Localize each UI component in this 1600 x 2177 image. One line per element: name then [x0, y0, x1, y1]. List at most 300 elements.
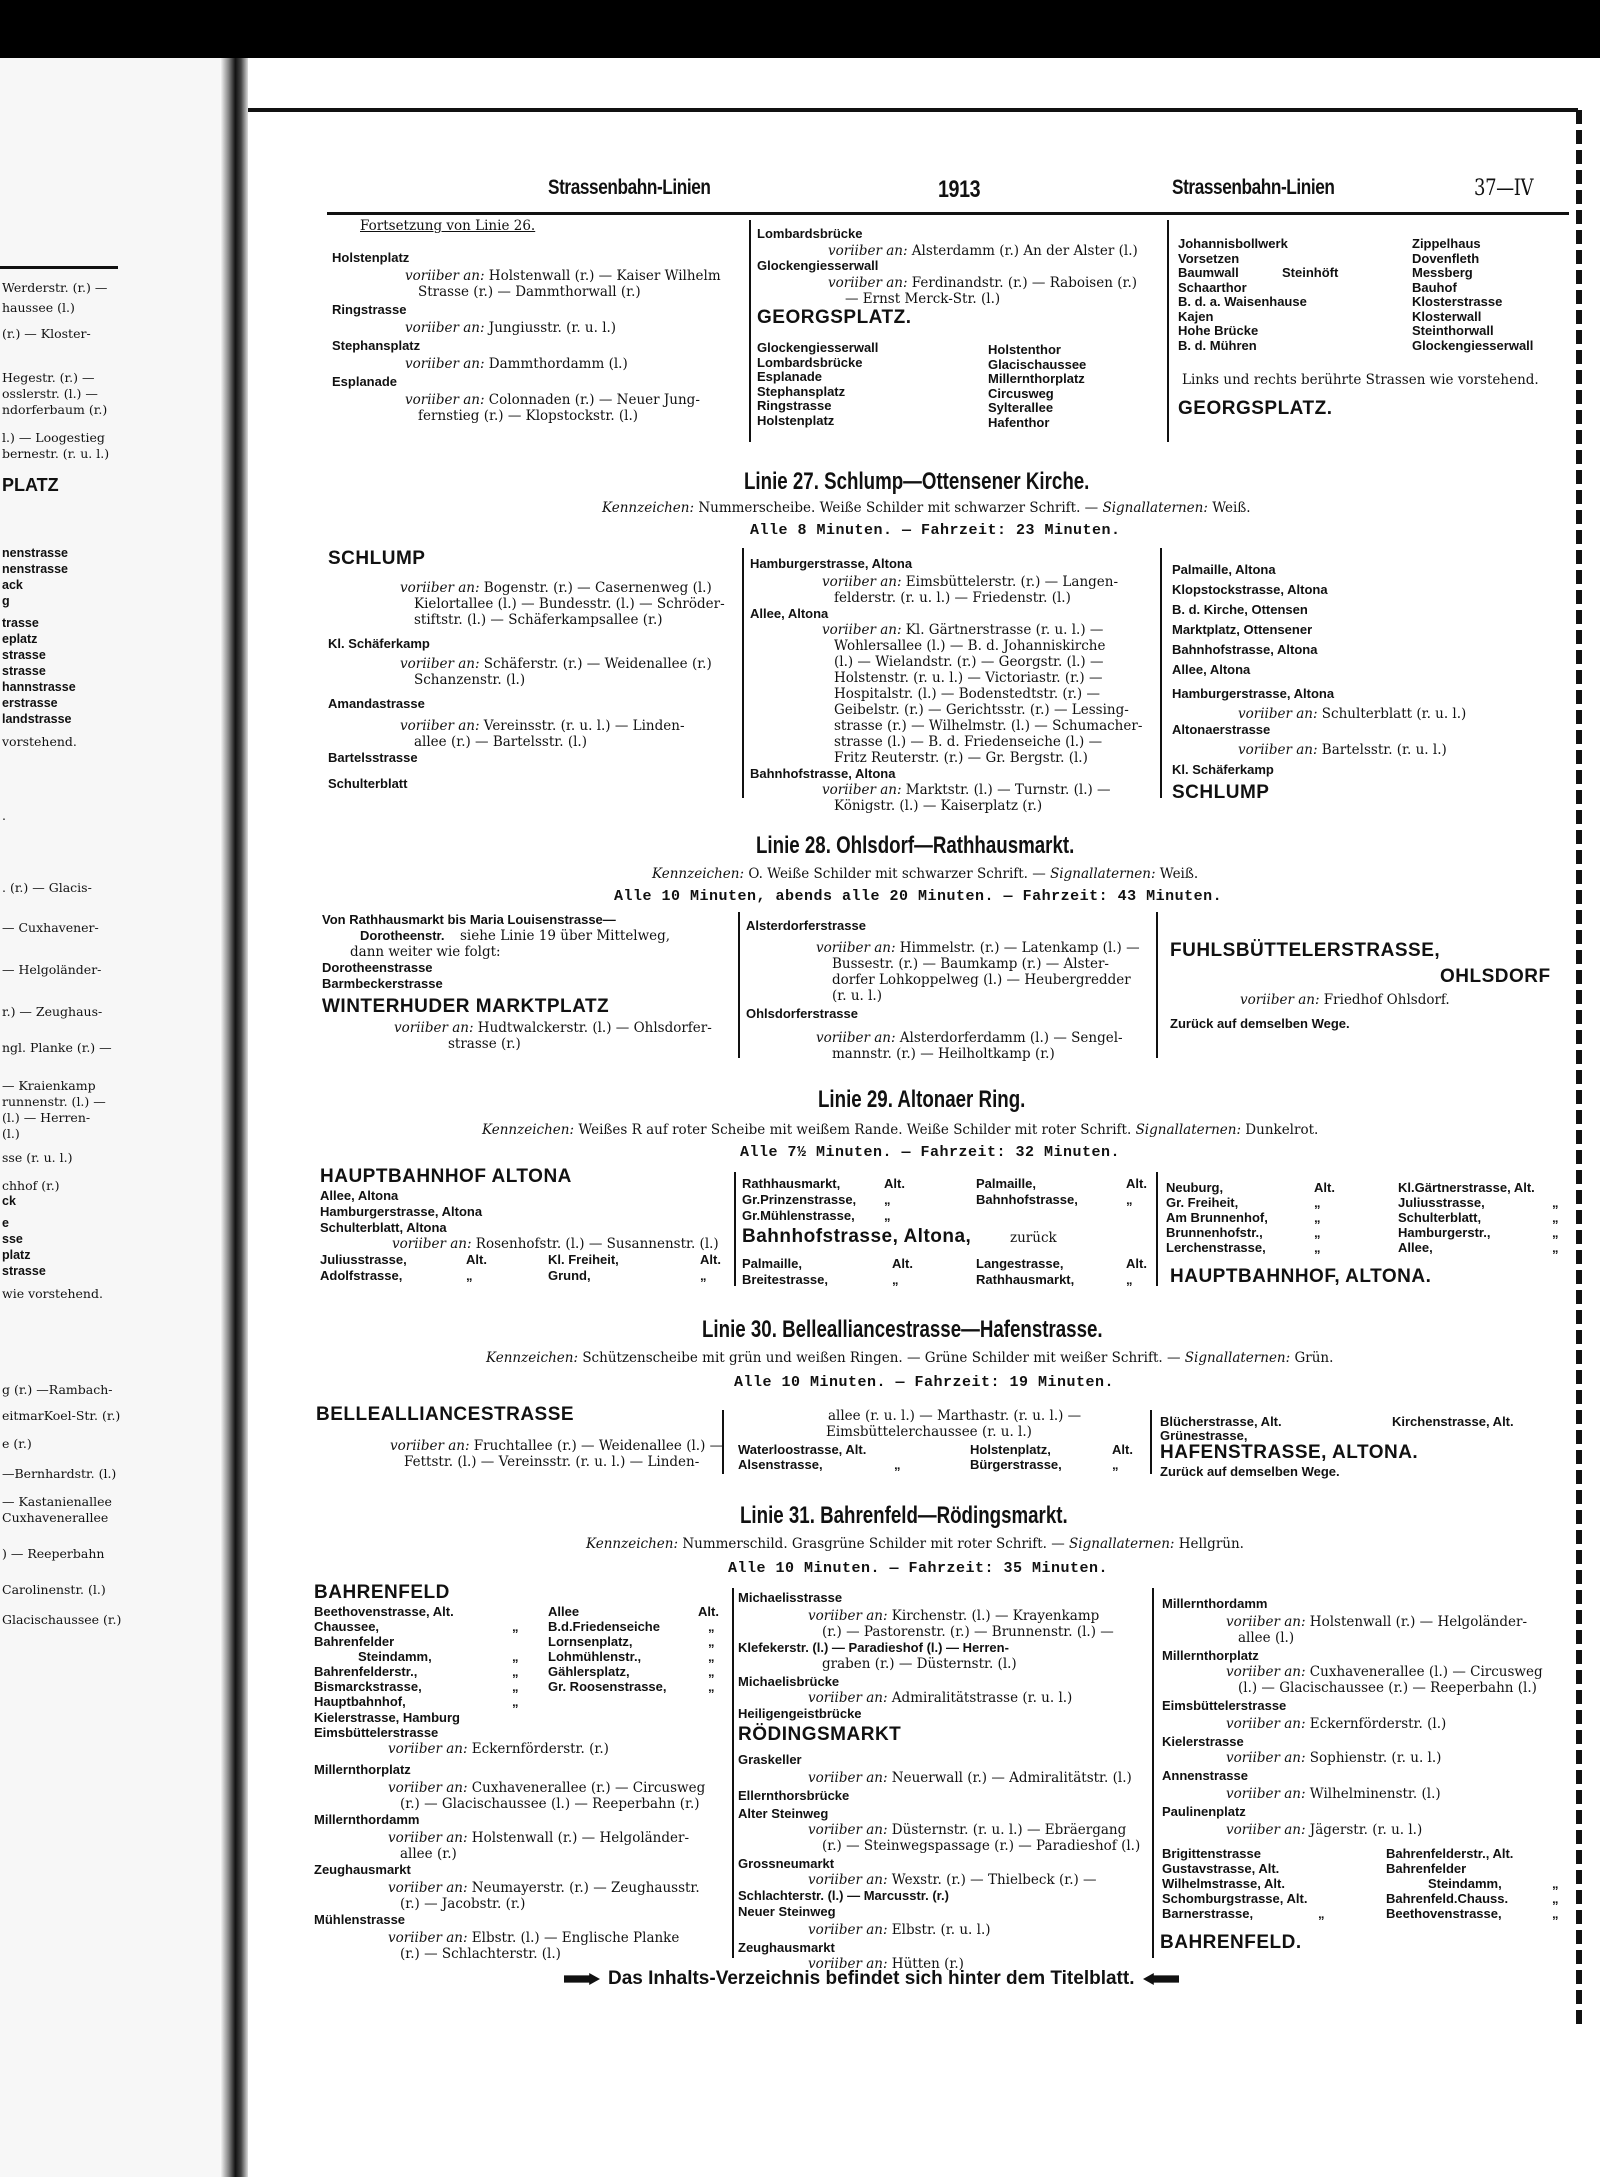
via-line: voriiber an: Düsternstr. (r. u. l.) — Ebräergang — [808, 1822, 1127, 1838]
column-divider — [1156, 1172, 1158, 1286]
stop-name: Palmaille, Altona — [1172, 562, 1276, 577]
stop-name-major: BELLEALLIANCESTRASSE — [316, 1404, 575, 1425]
prev-page-rule — [0, 266, 118, 269]
stop-name: B. d. Mühren — [1178, 337, 1257, 353]
stop-name: Juliusstrasse, — [1398, 1195, 1485, 1210]
signal-label: Signallaternen: — [1102, 500, 1213, 516]
book-gutter — [220, 58, 248, 2177]
via-label: voriiber an: — [808, 1770, 888, 1786]
prev-page-line: — Helgoländer- — [2, 962, 102, 977]
stop-name: „ — [1314, 1210, 1321, 1225]
stop-name: Millernthorplatz — [988, 371, 1085, 386]
stop-name: „ — [1126, 1192, 1133, 1207]
via-line: (r.) — Glacischaussee (l.) — Reeperbahn (r.) — [400, 1796, 700, 1812]
stop-name-major: OHLSDORF — [1440, 966, 1551, 987]
prev-page-line: r.) — Zeughaus- — [2, 1004, 103, 1019]
via-line: voriiber an: Elbstr. (r. u. l.) — [808, 1922, 991, 1938]
stop-name: Mühlenstrasse — [314, 1912, 406, 1927]
stop-name: Vorsetzen — [1178, 250, 1240, 266]
via-line: voriiber an: Holstenwall (r.) — Helgoländer- — [1226, 1614, 1528, 1630]
stop-name: „ — [1314, 1225, 1321, 1240]
via-line: allee (r.) — Bartelsstr. (l.) — [414, 734, 587, 750]
stop-name-major: FUHLSBÜTTELERSTRASSE, — [1170, 940, 1441, 961]
stop-name: Stephansplatz — [757, 383, 846, 399]
stop-name: Alsterdorferstrasse — [746, 918, 866, 933]
via-label: voriiber an: — [400, 580, 480, 596]
stop-name: „ — [884, 1208, 891, 1223]
stop-name: „ — [512, 1664, 519, 1679]
frequency: Alle 10 Minuten, abends alle 20 Minuten. — Fahrzeit: 43 Minuten. — [614, 888, 1223, 905]
stop-name: Gr.Mühlenstrasse, — [742, 1208, 855, 1223]
stop-name: Bahrenfelderstr., Alt. — [1386, 1846, 1514, 1861]
stop-name: Barmbeckerstrasse — [322, 976, 443, 991]
via-line: voriiber an: Eckernförderstr. (r.) — [388, 1741, 609, 1757]
column-divider — [722, 1410, 724, 1474]
stop-name: „ — [512, 1619, 519, 1634]
via-line: (r.) — Schlachterstr. (l.) — [400, 1946, 561, 1962]
prev-page-line: e — [2, 1216, 9, 1230]
prev-page-line: osslerstr. (l.) — — [2, 386, 98, 401]
via-line: strasse (r.) — [448, 1036, 521, 1052]
via-line: voriiber an: Hudtwalckerstr. (l.) — Ohlsdorfer- — [394, 1020, 712, 1036]
line-identifier: Kennzeichen: Weißes R auf roter Scheibe mit weißem Rande. Weiße Schilder mit roter Schrift. Signallaternen: Dunkelrot. — [482, 1122, 1319, 1138]
line-identifier: Kennzeichen: Schützenscheibe mit grün und weißen Ringen. — Grüne Schilder mit weißer Schrift. — Signallaternen: Grün. — [486, 1350, 1334, 1366]
stop-name: Dovenfleth — [1412, 250, 1480, 266]
page-right-edge — [1576, 110, 1582, 2030]
kennzeichen-label: Kennzeichen: — [602, 500, 699, 516]
prev-page-line: landstrasse — [2, 712, 72, 726]
via-line: Schanzenstr. (l.) — [414, 672, 526, 688]
stop-name: Graskeller — [738, 1752, 802, 1767]
stop-name: Ringstrasse — [757, 398, 832, 413]
stop-name: Palmaille, — [742, 1256, 802, 1271]
via-label: voriiber an: — [1226, 1716, 1306, 1732]
stop-name: Chaussee, — [314, 1619, 380, 1634]
column-divider — [1156, 912, 1158, 1058]
prev-page-line: ndorferbaum (r.) — [2, 402, 108, 417]
prev-page-line: l.) — Loogestieg — [2, 430, 105, 445]
via-line: Hospitalstr. (l.) — Bodenstedtstr. (r.) — — [834, 686, 1100, 702]
stop-name: Circusweg — [988, 385, 1054, 401]
via-line: dorfer Lohkoppelweg (l.) — Heubergredder — [832, 972, 1131, 988]
stop-name: „ — [1314, 1240, 1321, 1255]
page-number: 37—IV — [1474, 176, 1534, 201]
column-divider — [738, 912, 740, 1058]
via-label: voriiber an: — [1240, 992, 1320, 1008]
prev-page-line: Glacischaussee (r.) — [2, 1612, 122, 1627]
via-line: voriiber an: Fruchtallee (r.) — Weidenallee (l.) — — [390, 1438, 724, 1454]
stop-name: Esplanade — [757, 369, 823, 384]
via-label: voriiber an: — [1226, 1664, 1306, 1680]
via-label: voriiber an: — [394, 1020, 474, 1036]
line-identifier: Kennzeichen: Nummerschild. Grasgrüne Schilder mit roter Schrift. — Signallaternen: Hellgrün. — [586, 1536, 1244, 1552]
via-label: voriiber an: — [388, 1880, 468, 1896]
via-line: Bussestr. (r.) — Baumkamp (r.) — Alster- — [832, 956, 1109, 972]
prev-page-line: eplatz — [2, 632, 38, 646]
via-line: graben (r.) — Düsternstr. (l.) — [822, 1656, 1017, 1672]
via-line: voriiber an: Colonnaden (r.) — Neuer Jung- — [405, 392, 700, 408]
stop-name: Holstenplatz — [332, 250, 410, 265]
stop-name: Michaelisstrasse — [738, 1590, 843, 1605]
via-line: — Ernst Merck-Str. (l.) — [845, 291, 1001, 307]
stop-name: Bahnhofstrasse, Altona — [1172, 642, 1318, 657]
stop-name: „ — [1552, 1210, 1559, 1225]
stop-name: Kielerstrasse — [1162, 1734, 1244, 1749]
prev-page-line: PLATZ — [2, 475, 59, 495]
stop-name: Schulterblatt, — [1398, 1210, 1482, 1225]
via-line: voriiber an: Schäferstr. (r.) — Weidenallee (r.) — [400, 656, 712, 672]
via-line: voriiber an: Cuxhavenerallee (r.) — Circusweg — [388, 1780, 706, 1796]
stop-name: Steindamm, — [358, 1649, 432, 1664]
header-left: Strassenbahn-Linien — [548, 176, 711, 199]
prev-page-line: sse (r. u. l.) — [2, 1150, 73, 1165]
stop-name: Alt. — [892, 1256, 913, 1271]
kennzeichen-label: Kennzeichen: — [486, 1350, 583, 1366]
prev-page-line: ack — [2, 578, 23, 592]
stop-name: Rathhausmarkt, — [976, 1272, 1075, 1287]
stop-name: Sylterallee — [988, 400, 1054, 415]
stop-name: „ — [1318, 1906, 1325, 1921]
stop-name: Alt. — [1126, 1176, 1147, 1191]
line-title: Linie 29. Altonaer Ring. — [818, 1086, 1026, 1113]
stop-name: Kl.Gärtnerstrasse, Alt. — [1398, 1180, 1535, 1195]
via-line: strasse (l.) — B. d. Friedenseiche (l.) — — [834, 734, 1103, 750]
via-line: dann weiter wie folgt: — [350, 944, 501, 960]
via-line: Eimsbüttelerchaussee (r. u. l.) — [826, 1424, 1032, 1440]
via-line: voriiber an: Eckernförderstr. (l.) — [1226, 1716, 1447, 1732]
via-line: voriiber an: Cuxhavenerallee (l.) — Circusweg — [1226, 1664, 1543, 1680]
via-label: voriiber an: — [1226, 1750, 1306, 1766]
stop-name-major: WINTERHUDER MARKTPLATZ — [322, 996, 610, 1017]
prev-page-line: chhof (r.) — [2, 1178, 60, 1193]
stop-name: Bauhof — [1412, 279, 1457, 295]
via-label: voriiber an: — [400, 718, 480, 734]
footer-note — [556, 1968, 1187, 1990]
pointing-hand-icon — [1143, 1973, 1179, 1985]
stop-name: Hafenthor — [988, 414, 1050, 430]
stop-name: Kielerstrasse, Hamburg — [314, 1710, 460, 1725]
via-line: voriiber an: Wexstr. (r.) — Thielbeck (r.) — — [808, 1872, 1097, 1888]
via-label: voriiber an: — [816, 940, 896, 956]
stop-name: „ — [1552, 1891, 1559, 1906]
stop-name: Dorotheenstrasse — [322, 960, 433, 975]
stop-name: Adolfstrasse, — [320, 1268, 403, 1283]
scan-border-top — [0, 0, 1600, 58]
stop-name: Von Rathhausmarkt bis Maria Louisenstrasse— — [322, 912, 616, 927]
stop-name: B. d. Kirche, Ottensen — [1172, 602, 1308, 617]
column-divider — [749, 220, 751, 442]
prev-page-line: nenstrasse — [2, 562, 69, 576]
stop-name: Glockengiesserwall — [757, 340, 879, 355]
prev-page-line: —Bernhardstr. (l.) — [2, 1466, 117, 1481]
stop-name: Eimsbüttelerstrasse — [1162, 1698, 1287, 1713]
stop-name: „ — [1552, 1876, 1559, 1891]
via-line: voriiber an: Rosenhofstr. (l.) — Susannenstr. (l.) — [392, 1236, 719, 1252]
stop-name-major: HAFENSTRASSE, ALTONA. — [1160, 1442, 1419, 1463]
via-line: voriiber an: Alsterdorferdamm (l.) — Sengel- — [816, 1030, 1123, 1046]
via-line: voriiber an: Friedhof Ohlsdorf. — [1240, 992, 1450, 1008]
prev-page-line: haussee (l.) — [2, 300, 75, 315]
via-line: strasse (r.) — Wilhelmstr. (l.) — Schumacher- — [834, 718, 1143, 734]
stop-name-major: BAHRENFELD — [314, 1582, 450, 1603]
stop-name: Kl. Schäferkamp — [328, 636, 430, 651]
footer-text: Das Inhalts-Verzeichnis befindet sich hinter dem Titelblatt. — [608, 1968, 1135, 1989]
stop-name: Alt. — [698, 1604, 719, 1619]
stop-name: Ohlsdorferstrasse — [746, 1006, 858, 1021]
stop-name: Gustavstrasse, Alt. — [1162, 1861, 1280, 1876]
via-line: voriiber an: Eimsbüttelerstr. (r.) — Langen- — [822, 574, 1119, 590]
via-label: voriiber an: — [1238, 706, 1318, 722]
stop-name: „ — [512, 1679, 519, 1694]
stop-name: Klosterwall — [1412, 308, 1482, 324]
column-divider — [1150, 1410, 1152, 1474]
stop-name: Juliusstrasse, — [320, 1252, 407, 1267]
stop-name: Ellernthorsbrücke — [738, 1788, 850, 1803]
via-line: siehe Linie 19 über Mittelweg, — [460, 928, 671, 944]
via-line: voriiber an: Bartelsstr. (r. u. l.) — [1238, 742, 1447, 758]
stop-name: Bahrenfelder — [1386, 1861, 1467, 1876]
stop-name: Allee — [548, 1604, 580, 1619]
stop-name: Langestrasse, — [976, 1256, 1064, 1271]
via-line: Kielortallee (l.) — Bundesstr. (l.) — Schröder- — [414, 596, 725, 612]
via-line: voriiber an: Jungiusstr. (r. u. l.) — [405, 320, 617, 336]
prev-page-line: — Kastanienallee — [2, 1494, 112, 1509]
stop-name: Blücherstrasse, Alt. — [1160, 1414, 1282, 1429]
stop-name: Steinhöft — [1282, 265, 1339, 280]
header-right: Strassenbahn-Linien — [1172, 176, 1335, 199]
prev-page-line: (r.) — Kloster- — [2, 326, 91, 341]
via-line: voriiber an: Neumayerstr. (r.) — Zeughausstr. — [388, 1880, 700, 1896]
stop-name: Alt. — [1314, 1180, 1335, 1195]
prev-page-line: strasse — [2, 1264, 46, 1278]
stop-name: Alt. — [466, 1252, 487, 1267]
via-line: voriiber an: Ferdinandstr. (r.) — Raboisen (r.) — [828, 275, 1138, 291]
stop-name: Baumwall — [1178, 265, 1239, 280]
header-rule — [327, 212, 1569, 215]
frequency: Alle 10 Minuten. — Fahrzeit: 19 Minuten. — [734, 1374, 1115, 1391]
stop-name: Bismarckstrasse, — [314, 1679, 422, 1694]
prev-page-line: bernestr. (r. u. l.) — [2, 446, 110, 461]
via-line: felderstr. (r. u. l.) — Friedenstr. (l.) — [834, 590, 1071, 606]
prev-page-line: Cuxhavenerallee — [2, 1510, 109, 1525]
via-line: voriiber an: Bogenstr. (r.) — Casernenweg (l.) — [400, 580, 712, 596]
prev-page-line: runnenstr. (l.) — — [2, 1094, 106, 1109]
via-label: voriiber an: — [808, 1608, 888, 1624]
stop-name: Grund, — [548, 1268, 591, 1283]
stop-name: Holstenplatz, — [970, 1442, 1051, 1457]
prev-page-line: hannstrasse — [2, 680, 76, 694]
stop-name: Neuburg, — [1166, 1180, 1224, 1195]
stop-name: Paulinenplatz — [1162, 1804, 1246, 1819]
stop-name: Esplanade — [332, 374, 398, 389]
frequency: Alle 8 Minuten. — Fahrzeit: 23 Minuten. — [750, 522, 1121, 539]
stop-name: Johannisbollwerk — [1178, 236, 1288, 251]
via-line: voriiber an: Sophienstr. (r. u. l.) — [1226, 1750, 1442, 1766]
prev-page-line: eitmarKoel-Str. (r.) — [2, 1408, 121, 1423]
via-line: voriiber an: Alsterdamm (r.) An der Alster (l.) — [828, 243, 1138, 259]
stop-name: Rathhausmarkt, — [742, 1176, 841, 1191]
previous-page-fragment — [0, 58, 234, 2177]
stop-name: Schaarthor — [1178, 279, 1247, 295]
stop-name-major: SCHLUMP — [328, 548, 426, 569]
kennzeichen-label: Kennzeichen: — [482, 1122, 579, 1138]
stop-name: Grossneumarkt — [738, 1856, 835, 1871]
stop-name: Bahrenfelder — [314, 1634, 395, 1649]
line-title: Linie 30. Bellealliancestrasse—Hafenstrasse. — [702, 1316, 1103, 1343]
via-line: zurück — [1010, 1230, 1057, 1246]
stop-name: Millernthordamm — [1162, 1596, 1268, 1611]
via-label: voriiber an: — [808, 1922, 888, 1938]
via-line: Fritz Reuterstr. (r.) — Gr. Bergstr. (l.) — [834, 750, 1088, 766]
prev-page-line: vorstehend. — [2, 734, 77, 749]
stop-name: „ — [1314, 1195, 1321, 1210]
prev-page-line: e (r.) — [2, 1436, 32, 1451]
stop-name: Alt. — [884, 1176, 905, 1191]
note-line: Zurück auf demselben Wege. — [1160, 1464, 1340, 1479]
stop-name: Bahrenfelderstr., — [314, 1664, 418, 1679]
stop-name: „ — [1126, 1272, 1133, 1287]
via-line: stiftstr. (l.) — Schäferkampsallee (r.) — [414, 612, 663, 628]
stop-name: Gr. Freiheit, — [1166, 1195, 1239, 1210]
stop-name: Bürgerstrasse, — [970, 1457, 1062, 1472]
stop-name: Glockengiesserwall — [1412, 337, 1534, 353]
stop-name: Schlachterstr. (l.) — Marcusstr. (r.) — [738, 1888, 949, 1903]
via-label: voriiber an: — [808, 1690, 888, 1706]
stop-name: „ — [894, 1457, 901, 1472]
stop-name: Allee, Altona — [320, 1188, 399, 1203]
via-line: Wohlersallee (l.) — B. d. Johanniskirche — [834, 638, 1106, 654]
stop-name: Stephansplatz — [332, 338, 421, 353]
stop-name: Bartelsstrasse — [328, 750, 418, 765]
via-label: voriiber an: — [388, 1741, 468, 1757]
stop-name: „ — [884, 1192, 891, 1207]
stop-name: Alt. — [700, 1252, 721, 1267]
via-label: voriiber an: — [390, 1438, 470, 1454]
stop-name: Millernthordamm — [314, 1812, 420, 1827]
via-label: voriiber an: — [405, 392, 485, 408]
stop-name: Beethovenstrasse, — [1386, 1906, 1502, 1921]
stop-name: „ — [708, 1619, 715, 1634]
signal-label: Signallaternen: — [1184, 1350, 1295, 1366]
prev-page-line: strasse — [2, 648, 46, 662]
stop-name: Barnerstrasse, — [1162, 1906, 1254, 1921]
stop-name: Brigittenstrasse — [1162, 1846, 1261, 1861]
stop-name-major: SCHLUMP — [1172, 782, 1270, 803]
via-line: voriiber an: Kl. Gärtnerstrasse (r. u. l.) — — [822, 622, 1104, 638]
stop-name: Hamburgerstrasse, Altona — [320, 1204, 483, 1219]
via-label: voriiber an: — [808, 1822, 888, 1838]
continuation-label: Fortsetzung von Linie 26. — [360, 218, 536, 234]
prev-page-line: Hegestr. (r.) — — [2, 370, 95, 385]
stop-name: „ — [512, 1649, 519, 1664]
via-line: voriiber an: Marktstr. (l.) — Turnstr. (l.) — — [822, 782, 1111, 798]
stop-name: Michaelisbrücke — [738, 1674, 840, 1689]
stop-name: Glockengiesserwall — [757, 258, 879, 273]
stop-name: Millernthorplatz — [1162, 1648, 1259, 1663]
prev-page-line: ngl. Planke (r.) — — [2, 1040, 112, 1055]
prev-page-line: . (r.) — Glacis- — [2, 880, 92, 895]
stop-name: Gr. Roosenstrasse, — [548, 1679, 667, 1694]
stop-name: Eimsbüttelerstrasse — [314, 1725, 439, 1740]
prev-page-line: Werderstr. (r.) — — [2, 280, 108, 295]
frequency: Alle 7½ Minuten. — Fahrzeit: 32 Minuten. — [740, 1144, 1121, 1161]
stop-name: Klopstockstrasse, Altona — [1172, 582, 1328, 597]
prev-page-line: trasse — [2, 616, 39, 630]
prev-page-line: erstrasse — [2, 696, 58, 710]
stop-name: Holstenthor — [988, 342, 1061, 357]
via-line: voriiber an: Elbstr. (l.) — Englische Planke — [388, 1930, 680, 1946]
column-divider — [1160, 548, 1162, 798]
via-label: voriiber an: — [808, 1872, 888, 1888]
via-line: voriiber an: Schulterblatt (r. u. l.) — [1238, 706, 1467, 722]
stop-name: „ — [1112, 1457, 1119, 1472]
stop-name: Breitestrasse, — [742, 1272, 828, 1287]
prev-page-line: g (r.) —Rambach- — [2, 1382, 113, 1397]
stop-name: Bahrenfeld.Chauss. — [1386, 1891, 1509, 1906]
stop-name: „ — [708, 1649, 715, 1664]
via-line: Geibelstr. (r.) — Gerichtsstr. (r.) — Lessing- — [834, 702, 1129, 718]
via-line: Holstenstr. (r. u. l.) — Victoriastr. (r.) — — [834, 670, 1103, 686]
via-line: Fettstr. (l.) — Vereinsstr. (r. u. l.) — Linden- — [404, 1454, 700, 1470]
stop-name: Palmaille, — [976, 1176, 1036, 1191]
stop-name: Alt. — [1112, 1442, 1133, 1457]
stop-name: Dorotheenstr. — [360, 928, 445, 943]
stop-name: B.d.Friedenseiche — [548, 1619, 660, 1634]
stop-name: „ — [708, 1664, 715, 1679]
stop-name: Neuer Steinweg — [738, 1904, 836, 1919]
stop-name: „ — [466, 1268, 473, 1283]
stop-name: Grünestrasse, — [1160, 1428, 1248, 1443]
via-label: voriiber an: — [400, 656, 480, 672]
stop-name: Gählersplatz, — [548, 1664, 630, 1679]
via-label: voriiber an: — [1226, 1822, 1306, 1838]
pointing-hand-icon — [564, 1973, 600, 1985]
stop-name: Lerchenstrasse, — [1166, 1240, 1266, 1255]
line-identifier: Kennzeichen: Nummerscheibe. Weiße Schilder mit schwarzer Schrift. — Signallaternen: Weiß. — [602, 500, 1251, 516]
via-line: (r.) — Steinwegspassage (r.) — Paradieshof (l.) — [822, 1838, 1141, 1854]
via-line: allee (r.) — [400, 1846, 457, 1862]
line-title: Linie 31. Bahrenfeld—Rödingsmarkt. — [740, 1502, 1068, 1529]
via-line: voriiber an: Holstenwall (r.) — Helgoländer- — [388, 1830, 690, 1846]
prev-page-line: . — [2, 808, 6, 823]
stop-name: Lombardsbrücke — [757, 354, 863, 370]
via-label: voriiber an: — [822, 782, 902, 798]
via-line: Königstr. (l.) — Kaiserplatz (r.) — [834, 798, 1043, 814]
stop-name: Lohmühlenstr., — [548, 1649, 642, 1664]
prev-page-line: (l.) — Herren- — [2, 1110, 91, 1125]
via-label: voriiber an: — [822, 622, 902, 638]
stop-name: Steinthorwall — [1412, 323, 1494, 338]
stop-name: „ — [708, 1634, 715, 1649]
kennzeichen-label: Kennzeichen: — [586, 1536, 683, 1552]
column-divider — [1167, 220, 1169, 442]
stop-name: Annenstrasse — [1162, 1768, 1248, 1783]
stop-name: Schulterblatt, Altona — [320, 1220, 447, 1235]
signal-label: Signallaternen: — [1135, 1122, 1246, 1138]
via-line: allee (r. u. l.) — Marthastr. (r. u. l.) — — [828, 1408, 1082, 1424]
signal-label: Signallaternen: — [1050, 866, 1160, 882]
stop-name: Waterloostrasse, Alt. — [738, 1442, 867, 1457]
prev-page-line: g — [2, 594, 10, 608]
stop-name: Allee, Altona — [1172, 662, 1251, 677]
via-label: voriiber an: — [388, 1830, 468, 1846]
stop-name: Kl. Freiheit, — [548, 1252, 619, 1267]
stop-name: Lornsenplatz, — [548, 1634, 633, 1649]
via-line: mannstr. (r.) — Heilholtkamp (r.) — [832, 1046, 1055, 1062]
stop-name: Hauptbahnhof, — [314, 1694, 406, 1709]
via-line: (r.) — Pastorenstr. (r.) — Brunnenstr. (l.) — — [822, 1624, 1114, 1640]
stop-name: Klefekerstr. (l.) — Paradieshof (l.) — Herren- — [738, 1640, 1009, 1655]
